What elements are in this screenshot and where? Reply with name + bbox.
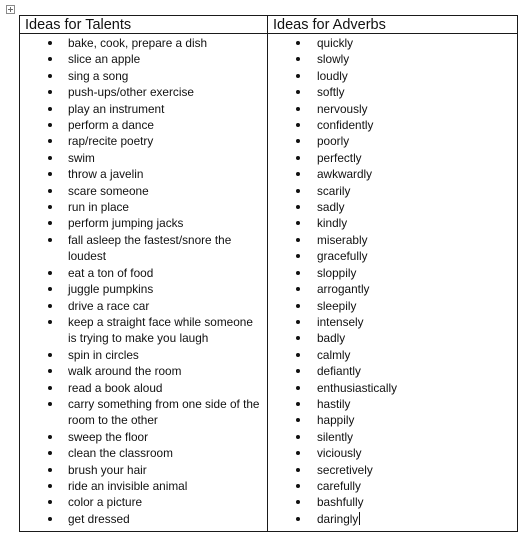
adverb-item: loudly: [268, 68, 517, 84]
table-body-row: [20, 34, 518, 532]
adverb-item: carefully: [268, 478, 517, 494]
text-cursor: [359, 512, 360, 525]
adverb-item: poorly: [268, 133, 517, 149]
talents-cell[interactable]: [20, 34, 268, 532]
adverb-item: perfectly: [268, 150, 517, 166]
adverb-item: awkwardly: [268, 166, 517, 182]
table-move-handle-icon[interactable]: [6, 5, 15, 14]
adverb-item: sloppily: [268, 265, 517, 281]
adverb-item: enthusiastically: [268, 380, 517, 396]
adverb-item: nervously: [268, 101, 517, 117]
adverb-item: arrogantly: [268, 281, 517, 297]
table-header-row: [20, 16, 518, 34]
talent-item: scare someone: [20, 183, 267, 199]
adverb-item: secretively: [268, 462, 517, 478]
talent-item: carry something from one side of the room to the other: [20, 396, 267, 429]
talent-item: run in place: [20, 199, 267, 215]
adverb-item: happily: [268, 412, 517, 428]
adverb-item: kindly: [268, 215, 517, 231]
talent-item: clean the classroom: [20, 445, 267, 461]
adverb-item: intensely: [268, 314, 517, 330]
talent-item: rap/recite poetry: [20, 133, 267, 149]
talent-item: perform jumping jacks: [20, 215, 267, 231]
adverb-item-last: [268, 511, 517, 527]
adverbs-list: [268, 34, 517, 531]
adverb-item: softly: [268, 84, 517, 100]
talent-item: slice an apple: [20, 51, 267, 67]
adverb-item: viciously: [268, 445, 517, 461]
talent-item: color a picture: [20, 494, 267, 510]
talent-item: spin in circles: [20, 347, 267, 363]
adverb-item: calmly: [268, 347, 517, 363]
talent-item: brush your hair: [20, 462, 267, 478]
adverb-item: gracefully: [268, 248, 517, 264]
header-talents[interactable]: Ideas for Talents: [20, 16, 268, 34]
talent-item: perform a dance: [20, 117, 267, 133]
talent-item: sing a song: [20, 68, 267, 84]
talent-item: eat a ton of food: [20, 265, 267, 281]
talent-item: play an instrument: [20, 101, 267, 117]
adverb-item: quickly: [268, 35, 517, 51]
talents-list: [20, 34, 267, 531]
talent-item: ride an invisible animal: [20, 478, 267, 494]
header-adverbs[interactable]: Ideas for Adverbs: [268, 16, 518, 34]
talent-item: fall asleep the fastest/snore the loudest: [20, 232, 267, 265]
talent-item: drive a race car: [20, 298, 267, 314]
adverb-item-text: daringly: [317, 511, 359, 526]
talent-item: sweep the floor: [20, 429, 267, 445]
talent-item: keep a straight face while someone is trying to make you laugh: [20, 314, 267, 347]
adverb-item: slowly: [268, 51, 517, 67]
adverb-item: silently: [268, 429, 517, 445]
ideas-table: [19, 15, 518, 532]
adverb-item: badly: [268, 330, 517, 346]
talent-item: get dressed: [20, 511, 267, 527]
talent-item: juggle pumpkins: [20, 281, 267, 297]
talent-item: swim: [20, 150, 267, 166]
talent-item: walk around the room: [20, 363, 267, 379]
adverb-item: sadly: [268, 199, 517, 215]
talent-item: throw a javelin: [20, 166, 267, 182]
talent-item: bake, cook, prepare a dish: [20, 35, 267, 51]
adverb-item: scarily: [268, 183, 517, 199]
adverb-item: miserably: [268, 232, 517, 248]
adverb-item: bashfully: [268, 494, 517, 510]
adverb-item: hastily: [268, 396, 517, 412]
adverbs-cell[interactable]: [268, 34, 518, 532]
adverb-item: sleepily: [268, 298, 517, 314]
talent-item: push-ups/other exercise: [20, 84, 267, 100]
talent-item: read a book aloud: [20, 380, 267, 396]
adverb-item: defiantly: [268, 363, 517, 379]
adverb-item: confidently: [268, 117, 517, 133]
